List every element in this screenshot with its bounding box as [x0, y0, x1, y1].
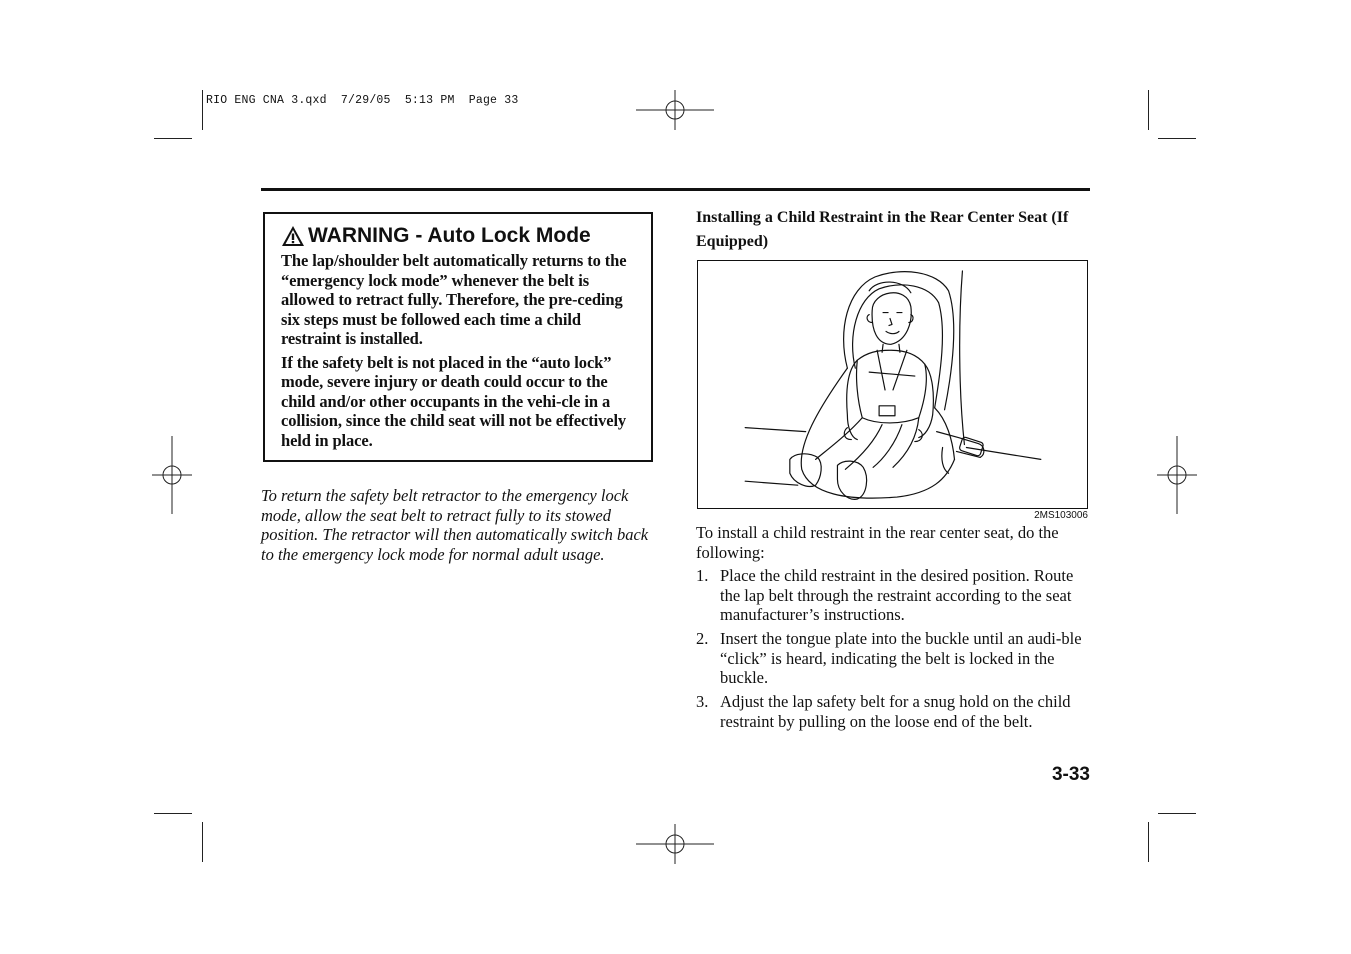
- retractor-note: To return the safety belt retractor to the emergency lock mode, allow the seat belt to retract fully to its stowed position. The retractor will then automatically switch back to the emergency lock mode for normal adult usage.: [261, 486, 649, 564]
- list-item: [696, 566, 1091, 625]
- child-seat-illustration: [697, 260, 1088, 509]
- crop-mark: [1148, 822, 1149, 862]
- crop-mark: [1158, 813, 1196, 814]
- instructions-intro: To install a child restraint in the rear center seat, do the following:: [696, 523, 1059, 562]
- crop-mark: [202, 822, 203, 862]
- step-text: Insert the tongue plate into the buckle until an audi-ble “click” is heard, indicating the belt is locked in the buckle.: [720, 629, 1082, 687]
- step-number: 1.: [696, 566, 709, 585]
- warning-title-text: WARNING - Auto Lock Mode: [308, 224, 591, 247]
- warning-box: [263, 212, 653, 462]
- crop-mark: [1148, 90, 1149, 130]
- header-rule: [261, 188, 1090, 191]
- registration-mark-icon: [1157, 436, 1197, 514]
- crop-mark: [202, 90, 203, 130]
- warning-title: [281, 224, 637, 248]
- list-item: [696, 692, 1091, 731]
- figure-code: 2MS103006: [1034, 510, 1088, 521]
- page-number: 3-33: [1051, 764, 1090, 785]
- step-text: Place the child restraint in the desired position. Route the lap belt through the restraint according to the seat manufacturer’s instructions.: [720, 566, 1074, 624]
- registration-mark-icon: [636, 824, 714, 864]
- registration-mark-icon: [152, 436, 192, 514]
- warning-paragraph: If the safety belt is not placed in the “auto lock” mode, severe injury or death could occur to the child and/or other occupants in the vehi-cle in a collision, since the child seat will not be effectively held in place.: [281, 352, 627, 450]
- warning-paragraph: The lap/shoulder belt automatically returns to the “emergency lock mode” whenever the belt is allowed to retract fully. Therefore, the pre-ceding six steps must be followed each time a child restraint is installed.: [281, 251, 627, 349]
- child-seat-drawing-icon: [698, 261, 1087, 508]
- print-slug: RIO ENG CNA 3.qxd 7/29/05 5:13 PM Page 33: [206, 94, 519, 107]
- step-text: Adjust the lap safety belt for a snug hold on the child restraint by pulling on the loose end of the belt.: [720, 692, 1071, 731]
- warning-triangle-icon: [281, 225, 305, 247]
- registration-mark-icon: [636, 90, 714, 130]
- crop-mark: [1158, 138, 1196, 139]
- section-heading: Installing a Child Restraint in the Rear Center Seat (If Equipped): [696, 209, 1069, 250]
- crop-mark: [154, 138, 192, 139]
- step-number: 2.: [696, 629, 709, 648]
- list-item: [696, 629, 1091, 688]
- installation-steps: [696, 566, 1091, 736]
- step-number: 3.: [696, 692, 709, 711]
- crop-mark: [154, 813, 192, 814]
